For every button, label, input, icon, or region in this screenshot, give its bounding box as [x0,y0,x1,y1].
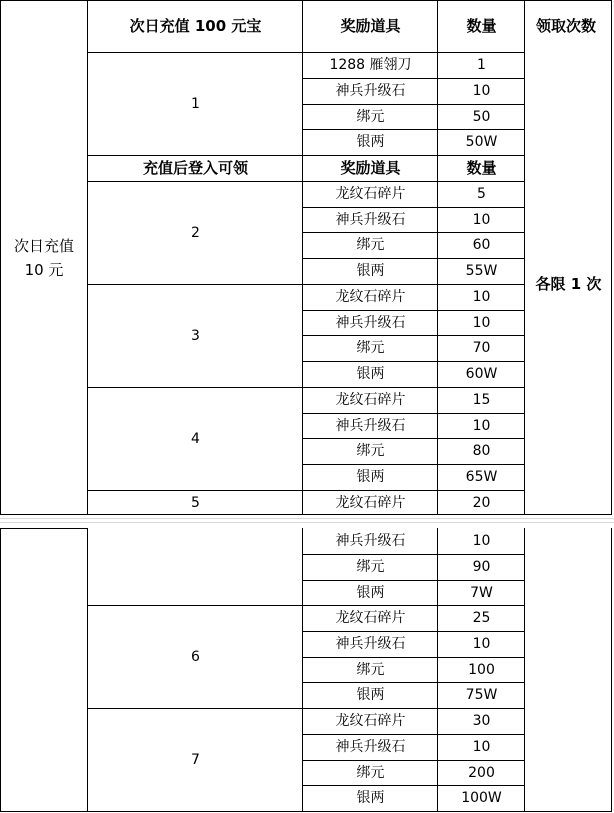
qty-cell: 60W [465,366,498,382]
grid-line [302,129,525,130]
item-cell: 神兵升级石 [335,314,406,331]
item-cell: 龙纹石碎片 [335,610,406,626]
grid-line [302,78,525,79]
qty-cell: 1 [477,57,486,73]
item-cell: 神兵升级石 [335,636,406,652]
claim-limit-value: 各限 1 次 [535,274,602,293]
page-break-line [0,518,614,519]
item-cell: 绑元 [356,559,385,575]
qty-cell: 100W [461,790,502,806]
item-cell: 绑元 [356,661,385,678]
grid-line [302,580,525,581]
grid-line [302,760,525,761]
grid-line [87,284,525,285]
grid-line [611,0,612,515]
qty-cell: 80 [472,443,491,459]
item-cell: 神兵升级石 [335,83,406,99]
header-quantity: 数量 [466,17,497,35]
item-cell: 龙纹石碎片 [335,289,406,305]
item-cell: 龙纹石碎片 [335,392,406,408]
qty-cell: 100 [468,661,495,678]
item-cell: 银两 [356,687,385,703]
grid-line [302,207,525,208]
grid-line [0,811,612,812]
grid-line [87,181,525,182]
qty-cell: 10 [472,314,491,331]
grid-line [302,310,525,311]
item-cell: 绑元 [356,108,385,125]
grid-line [302,335,525,336]
header-claim-limit: 领取次数 [535,17,596,35]
subheader-quantity: 数量 [466,159,497,177]
header-condition: 次日充值 100 元宝 [129,17,262,35]
grid-line [0,0,612,1]
grid-line [302,361,525,362]
qty-cell: 10 [472,739,491,755]
grid-line [437,528,438,812]
header-item: 奖励道具 [340,17,401,35]
qty-cell: 200 [468,764,495,781]
grid-line [87,528,88,812]
grid-line [611,528,612,812]
item-cell: 银两 [356,469,385,485]
item-cell: 绑元 [356,764,385,781]
item-cell: 神兵升级石 [335,533,406,549]
qty-cell: 20 [472,494,491,511]
qty-cell: 10 [472,211,491,228]
group-label-2: 2 [191,224,200,241]
item-cell: 银两 [356,366,385,382]
grid-line [302,528,303,812]
qty-cell: 7W [470,584,493,601]
grid-line [87,155,525,156]
item-cell: 龙纹石碎片 [335,713,406,729]
item-cell: 1288 雁翎刀 [329,57,412,73]
qty-cell: 10 [472,417,491,434]
grid-line [302,631,525,632]
grid-line [87,387,525,388]
qty-cell: 10 [472,289,491,305]
grid-line [302,104,525,105]
qty-cell: 10 [472,533,491,549]
group-label-4: 4 [191,430,200,447]
qty-cell: 15 [472,392,491,408]
grid-line [524,528,525,812]
qty-cell: 90 [472,559,491,575]
group-label-5: 5 [191,494,200,511]
grid-line [302,464,525,465]
group-label-1: 1 [191,95,200,112]
grid-line [302,258,525,259]
qty-cell: 25 [472,610,491,626]
item-cell: 龙纹石碎片 [335,186,406,202]
qty-cell: 55W [465,263,498,279]
item-cell: 绑元 [356,340,385,356]
item-cell: 银两 [356,790,385,806]
grid-line [302,682,525,683]
qty-cell: 10 [472,83,491,99]
group-label-3: 3 [191,327,200,344]
item-cell: 神兵升级石 [335,739,406,755]
item-cell: 绑元 [356,237,385,253]
grid-line [302,657,525,658]
grid-line [87,0,88,515]
grid-line [87,605,525,606]
grid-line [0,528,1,812]
item-cell: 神兵升级石 [335,211,406,228]
qty-cell: 50 [472,108,491,125]
item-cell: 银两 [356,134,385,150]
item-cell: 龙纹石碎片 [335,494,406,511]
qty-cell: 30 [472,713,491,729]
grid-line [302,232,525,233]
page-break-line [0,522,614,523]
group-label-7: 7 [191,751,200,768]
grid-line [302,785,525,786]
grid-line [302,413,525,414]
item-cell: 绑元 [356,443,385,459]
grid-line [302,554,525,555]
qty-cell: 65W [465,469,498,485]
item-cell: 银两 [356,584,385,601]
grid-line [302,734,525,735]
item-cell: 神兵升级石 [335,417,406,434]
group-label-6: 6 [191,648,200,665]
qty-cell: 75W [465,687,498,703]
item-cell: 银两 [356,263,385,279]
qty-cell: 10 [472,636,491,652]
grid-line [0,528,88,529]
grid-line [302,438,525,439]
qty-cell: 60 [472,237,491,253]
grid-line [0,0,1,515]
grid-line [87,52,525,53]
qty-cell: 70 [472,340,491,356]
recharge-condition-label: 次日充值 10 元 [13,237,74,279]
grid-line [87,490,525,491]
grid-line [87,708,525,709]
subheader-item: 奖励道具 [340,159,401,177]
qty-cell: 5 [477,186,486,202]
qty-cell: 50W [465,134,498,150]
subheader-condition: 充值后登入可领 [142,159,248,177]
